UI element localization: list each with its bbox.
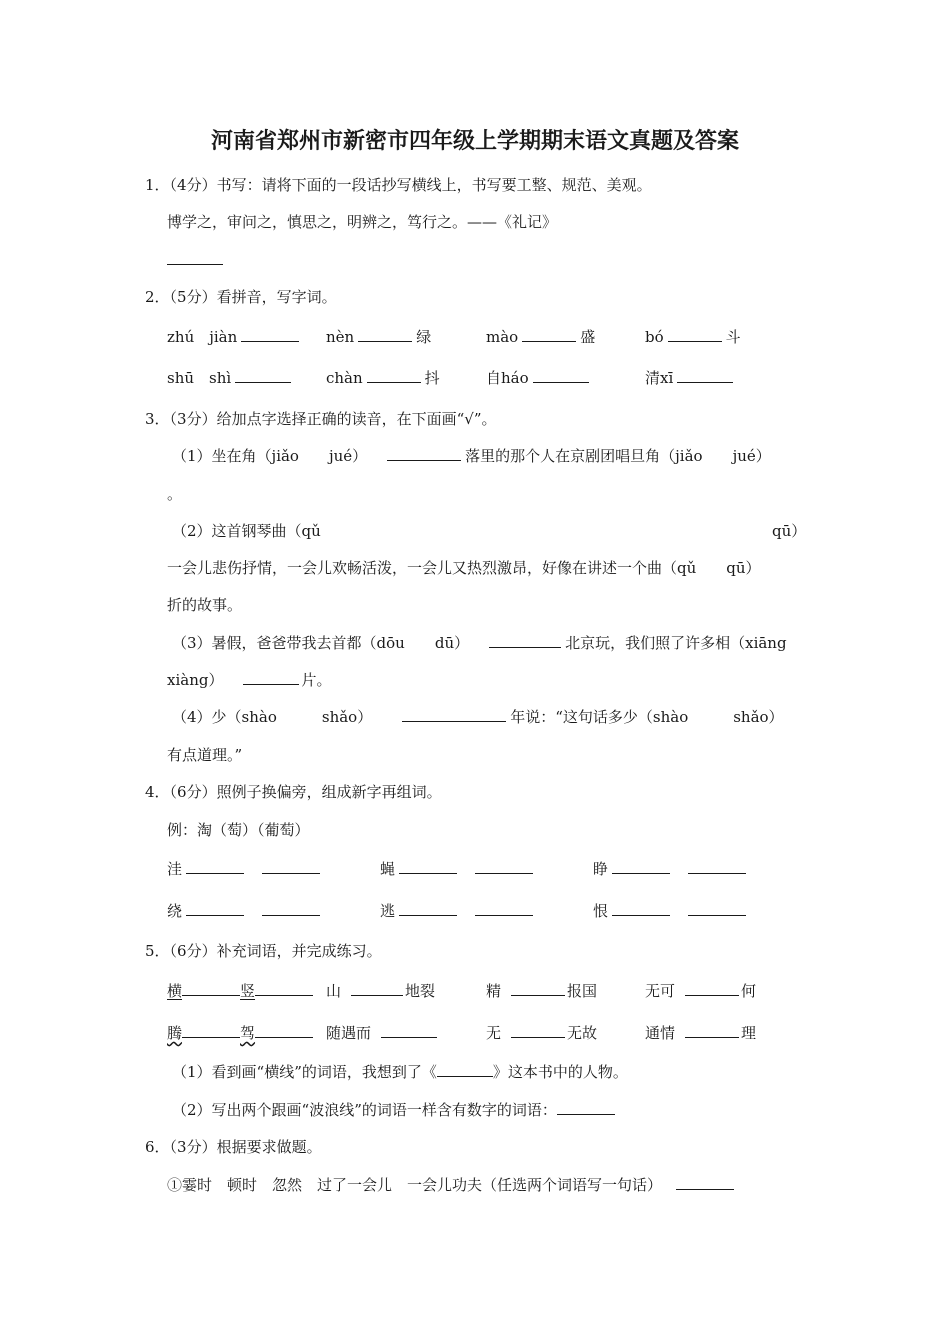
answer-blank[interactable]: [475, 859, 533, 874]
answer-blank[interactable]: [255, 1023, 313, 1038]
answer-blank[interactable]: [688, 859, 746, 874]
q3-part-2-end: 折的故事。: [167, 596, 243, 614]
answer-blank[interactable]: [685, 981, 739, 996]
q3-part-4: （4）少（shào shǎo） 年说：“这句话多少（shào shǎo）: [172, 708, 784, 726]
answer-blank[interactable]: [387, 446, 461, 461]
q3-part-1: （1）坐在角（jiǎo jué） 落里的那个人在京剧团唱旦角（jiǎo jué）: [172, 447, 771, 465]
answer-blank[interactable]: [367, 368, 421, 383]
answer-blank[interactable]: [668, 327, 722, 342]
q5-idiom-jing: 精 报国: [486, 982, 598, 1000]
q2-item-hao: 自háo: [486, 368, 593, 388]
answer-blank[interactable]: [688, 901, 746, 916]
answer-blank[interactable]: [437, 1062, 493, 1077]
answer-blank[interactable]: [186, 859, 244, 874]
page-title: 河南省郑州市新密市四年级上学期期末语文真题及答案: [210, 128, 739, 154]
q2-item-zhujian: zhú jiàn: [167, 327, 303, 347]
answer-blank[interactable]: [557, 1100, 615, 1115]
answer-blank[interactable]: [182, 1023, 240, 1038]
question-4-example: 例：淘（萄）（葡萄）: [167, 821, 310, 839]
answer-blank[interactable]: [522, 327, 576, 342]
answer-blank[interactable]: [402, 707, 506, 722]
answer-blank[interactable]: [182, 981, 240, 996]
answer-blank[interactable]: [533, 368, 589, 383]
question-1-stem: 1．（4分）书写：请将下面的一段话抄写横线上，书写要工整、规范、美观。: [145, 176, 652, 194]
answer-blank[interactable]: [262, 859, 320, 874]
question-4-stem: 4．（6分）照例子换偏旁，组成新字再组词。: [145, 783, 442, 801]
q2-item-xi: 清xī: [645, 368, 737, 388]
answer-blank[interactable]: [399, 901, 457, 916]
q5-idiom-tengjia: 腾 驾: [167, 1023, 313, 1043]
q6-item-1: ①霎时 顿时 忽然 过了一会儿 一会儿功夫（任选两个词语写一句话）: [167, 1175, 734, 1195]
question-6-stem: 6．（3分）根据要求做题。: [145, 1138, 322, 1156]
answer-blank[interactable]: [475, 901, 533, 916]
q2-item-nen: nèn 绿: [326, 328, 432, 346]
question-2-stem: 2．（5分）看拼音，写字词。: [145, 288, 337, 306]
q5-sub-2: （2）写出两个跟画“波浪线”的词语一样含有数字的词语：: [172, 1100, 615, 1120]
q2-item-shushi: shū shì: [167, 368, 295, 388]
answer-blank[interactable]: [262, 901, 320, 916]
q3-part-3: （3）暑假，爸爸带我去首都（dōu dū） 北京玩，我们照了许多相（xiāng: [172, 634, 787, 652]
q4-item-ying: 蝇: [380, 859, 537, 879]
q2-item-mao: mào 盛: [486, 328, 596, 346]
answer-blank[interactable]: [358, 327, 412, 342]
q5-idiom-suiyu: 随遇而: [326, 1023, 437, 1043]
q5-idiom-tongqing: 通情 理: [645, 1024, 757, 1042]
question-1-quote: 博学之，审问之，慎思之，明辨之，笃行之。——《礼记》: [167, 213, 558, 231]
answer-blank[interactable]: [255, 981, 313, 996]
answer-blank[interactable]: [489, 633, 561, 648]
answer-blank[interactable]: [243, 670, 299, 685]
answer-blank[interactable]: [612, 901, 670, 916]
q4-item-rao: 绕: [167, 901, 324, 921]
answer-blank[interactable]: [677, 368, 733, 383]
q3-part-1-end: 。: [167, 485, 183, 503]
answer-blank[interactable]: [612, 859, 670, 874]
q5-idiom-wuke: 无可 何: [645, 982, 757, 1000]
q5-idiom-hengshu: 横 竖: [167, 981, 313, 1001]
q4-item-zheng: 睁: [593, 859, 750, 879]
q5-idiom-wugu: 无 无故: [486, 1024, 598, 1042]
answer-blank[interactable]: [351, 981, 403, 996]
q3-part-2-option: qū）: [772, 522, 807, 540]
answer-blank[interactable]: [186, 901, 244, 916]
answer-blank[interactable]: [511, 1023, 565, 1038]
q3-part-3-end: xiàng） 片。: [167, 671, 332, 689]
q4-item-wa: 洼: [167, 859, 324, 879]
q5-idiom-shan: 山 地裂: [326, 982, 436, 1000]
q3-part-2-start: （2）这首钢琴曲（qǔ: [172, 522, 321, 540]
question-1-answer-line[interactable]: [167, 250, 223, 270]
answer-blank[interactable]: [241, 327, 299, 342]
answer-blank[interactable]: [235, 368, 291, 383]
q5-sub-1: （1）看到画“横线”的词语，我想到了《 》这本书中的人物。: [172, 1063, 628, 1081]
answer-blank[interactable]: [511, 981, 565, 996]
q2-item-bo: bó 斗: [645, 328, 741, 346]
answer-blank[interactable]: [685, 1023, 739, 1038]
q2-item-chan: chàn 抖: [326, 369, 440, 387]
question-3-stem: 3．（3分）给加点字选择正确的读音，在下面画“√”。: [145, 410, 497, 428]
question-5-stem: 5．（6分）补充词语，并完成练习。: [145, 942, 382, 960]
answer-blank[interactable]: [676, 1175, 734, 1190]
q4-item-tao: 逃: [380, 901, 537, 921]
answer-blank[interactable]: [381, 1023, 437, 1038]
q4-item-hen: 恨: [593, 901, 750, 921]
answer-blank[interactable]: [399, 859, 457, 874]
q3-part-4-end: 有点道理。”: [167, 746, 243, 764]
q3-part-2-body: 一会儿悲伤抒情，一会儿欢畅活泼，一会儿又热烈激昂，好像在讲述一个曲（qǔ qū）: [167, 559, 761, 577]
